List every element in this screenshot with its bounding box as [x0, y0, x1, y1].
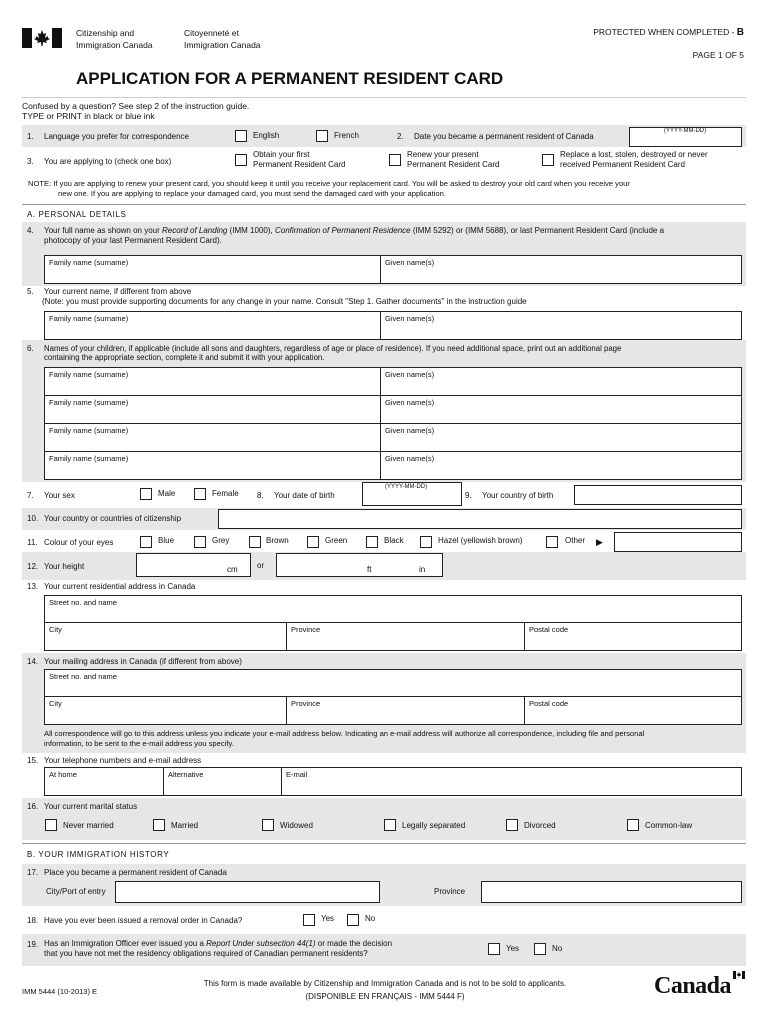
in-unit: in	[419, 565, 426, 574]
replace-checkbox[interactable]	[542, 154, 554, 166]
flag-logo	[22, 28, 62, 48]
child4-family-name-input[interactable]: Family name (surname)	[44, 451, 381, 480]
eye-green-label: Green	[325, 536, 348, 545]
english-label: English	[253, 131, 280, 140]
legally-separated-checkbox[interactable]	[384, 819, 396, 831]
child2-family-name-input[interactable]: Family name (surname)	[44, 395, 381, 424]
female-label: Female	[212, 489, 239, 498]
female-checkbox[interactable]	[194, 488, 206, 500]
residency-no-checkbox[interactable]	[534, 943, 546, 955]
renew-checkbox[interactable]	[389, 154, 401, 166]
department-name-en: Citizenship and Immigration Canada	[76, 28, 153, 50]
residency-yes-label: Yes	[506, 944, 520, 953]
obtain-first-label: Obtain your first Permanent Resident Card	[253, 150, 346, 169]
removal-yes-checkbox[interactable]	[303, 914, 315, 926]
q8-number: 8.	[257, 491, 264, 500]
q10-label: Your country or countries of citizenship	[44, 514, 182, 523]
country-of-birth-input[interactable]	[574, 485, 742, 505]
eye-black-label: Black	[384, 536, 404, 545]
never-married-checkbox[interactable]	[45, 819, 57, 831]
canada-wordmark: Canada	[654, 973, 732, 999]
q18-number: 18.	[27, 916, 39, 925]
residency-yes-checkbox[interactable]	[488, 943, 500, 955]
q5-given-name-input[interactable]: Given name(s)	[380, 311, 742, 340]
arrow-right-icon: ▶	[596, 537, 603, 547]
french-label: French	[334, 131, 359, 140]
protected-label: PROTECTED WHEN COMPLETED - B	[593, 27, 744, 38]
married-label: Married	[171, 821, 199, 830]
eye-other-label: Other	[565, 536, 586, 545]
q13-number: 13.	[27, 582, 39, 591]
phone-alternative-input[interactable]: Alternative	[163, 767, 282, 796]
q14-number: 14.	[27, 657, 39, 666]
divorced-checkbox[interactable]	[506, 819, 518, 831]
eye-hazel-label: Hazel (yellowish brown)	[438, 536, 523, 545]
q7-label: Your sex	[44, 491, 75, 500]
q15-number: 15.	[27, 756, 39, 765]
height-cm-input[interactable]	[136, 553, 251, 577]
q17-number: 17.	[27, 868, 39, 877]
ft-unit: ft	[367, 565, 372, 574]
email-input[interactable]: E-mail	[281, 767, 742, 796]
q4-number: 4.	[27, 226, 34, 235]
section-a-heading: A. PERSONAL DETAILS	[27, 210, 127, 219]
removal-yes-label: Yes	[321, 914, 335, 923]
q8-label: Your date of birth	[274, 491, 335, 500]
divorced-label: Divorced	[524, 821, 556, 830]
eye-brown-label: Brown	[266, 536, 289, 545]
male-label: Male	[158, 489, 176, 498]
pr-date-input[interactable]	[629, 127, 742, 147]
male-checkbox[interactable]	[140, 488, 152, 500]
eye-other-checkbox[interactable]	[546, 536, 558, 548]
legally-separated-label: Legally separated	[402, 821, 466, 830]
eye-blue-checkbox[interactable]	[140, 536, 152, 548]
q10-number: 10.	[27, 514, 39, 523]
replace-label: Replace a lost, stolen, destroyed or never received Permanent Resident Card	[560, 150, 708, 169]
q1-number: 1.	[27, 132, 34, 141]
q3-label: You are applying to (check one box)	[44, 157, 172, 166]
citizenship-input[interactable]	[218, 509, 742, 529]
q4-label: Your full name as shown on your Record of Landing (IMM 1000), Confirmation of Permanent Residence (IMM 5292) or (IMM 5688), or last Permanent Resident Card (include a photocopy of your last Permanent Resident Card).	[44, 226, 665, 245]
q18-label: Have you ever been issued a removal order in Canada?	[44, 916, 243, 925]
q6-label: Names of your children, if applicable (include all sons and daughters, regardless of age or place of residence). If you need additional space, print out an additional page containing the appropriate section, complete it and submit it with your application.	[44, 344, 622, 362]
date-format-hint: (YYYY-MM-DD)	[664, 128, 707, 134]
q19-label: Has an Immigration Officer ever issued you a Report Under subsection 44(1) or made the decision that you have not met the residency obligations required of Canadian permanent residents?	[44, 939, 393, 958]
renew-label: Renew your present Permanent Resident Card	[407, 150, 500, 169]
entry-province-label: Province	[434, 887, 466, 896]
eye-hazel-checkbox[interactable]	[420, 536, 432, 548]
widowed-checkbox[interactable]	[262, 819, 274, 831]
residential-postal-code-input[interactable]: Postal code	[524, 622, 742, 651]
divider	[22, 843, 746, 844]
q13-label: Your current residential address in Canada	[44, 582, 196, 591]
obtain-first-checkbox[interactable]	[235, 154, 247, 166]
eye-other-input[interactable]	[614, 532, 742, 552]
child1-family-name-input[interactable]: Family name (surname)	[44, 367, 381, 396]
birth-date-input[interactable]	[362, 482, 462, 506]
form-id: IMM 5444 (10-2013) E	[22, 987, 98, 996]
q7-number: 7.	[27, 491, 34, 500]
q6-number: 6.	[27, 344, 34, 353]
mailing-postal-code-input[interactable]: Postal code	[524, 696, 742, 725]
page-number: PAGE 1 OF 5	[692, 50, 744, 60]
renewal-note: NOTE: If you are applying to renew your present card, you should keep it until you receive your replacement card. You will be asked to destroy your old card when you receive your new one. If you are applying to replace your damaged card, you must send the damaged card with your application.	[28, 179, 630, 198]
eye-grey-label: Grey	[212, 536, 230, 545]
q2-label: Date you became a permanent resident of Canada	[414, 132, 594, 141]
mailing-street-input[interactable]: Street no. and name	[44, 669, 742, 697]
q16-label: Your current marital status	[44, 802, 138, 811]
residency-no-label: No	[552, 944, 563, 953]
french-checkbox[interactable]	[316, 130, 328, 142]
child1-given-name-input[interactable]: Given name(s)	[380, 367, 742, 396]
q5-number: 5.	[27, 287, 34, 296]
child3-given-name-input[interactable]: Given name(s)	[380, 423, 742, 452]
height-ft-in-input[interactable]	[276, 553, 443, 577]
instructions: Confused by a question? See step 2 of the instruction guide. TYPE or PRINT in black or blue ink	[22, 101, 250, 121]
q17-label: Place you became a permanent resident of Canada	[44, 868, 227, 877]
eye-brown-checkbox[interactable]	[249, 536, 261, 548]
wordmark-flag-icon	[733, 971, 745, 981]
removal-no-checkbox[interactable]	[347, 914, 359, 926]
department-name-fr: Citoyenneté et Immigration Canada	[184, 28, 261, 50]
residential-street-input[interactable]: Street no. and name	[44, 595, 742, 623]
phone-home-input[interactable]: At home	[44, 767, 164, 796]
q3-number: 3.	[27, 157, 34, 166]
q12-label: Your height	[44, 562, 85, 571]
email-authorization-note: All correspondence will go to this address unless you indicate your e-mail address below. Indicating an e-mail address will authorize all correspondence, including file and personal information, to be sent to the e-mail address you specify.	[44, 729, 645, 748]
mailing-province-input[interactable]: Province	[286, 696, 525, 725]
q5-label: Your current name, if different from above (Note: you must provide supporting documents for any change in your name. Consult "Step 1. Gather documents" in the instruction guide	[42, 287, 527, 306]
eye-grey-checkbox[interactable]	[194, 536, 206, 548]
q5-family-name-input[interactable]: Family name (surname)	[44, 311, 381, 340]
section-b-heading: B. YOUR IMMIGRATION HISTORY	[27, 850, 170, 859]
never-married-label: Never married	[63, 821, 114, 830]
eye-black-checkbox[interactable]	[366, 536, 378, 548]
city-port-label: City/Port of entry	[46, 887, 106, 896]
common-law-checkbox[interactable]	[627, 819, 639, 831]
q14-label: Your mailing address in Canada (if different from above)	[44, 657, 242, 666]
divider	[22, 97, 746, 98]
eye-blue-label: Blue	[158, 536, 175, 545]
q9-label: Your country of birth	[482, 491, 554, 500]
residential-province-input[interactable]: Province	[286, 622, 525, 651]
common-law-label: Common-law	[645, 821, 693, 830]
married-checkbox[interactable]	[153, 819, 165, 831]
child4-given-name-input[interactable]: Given name(s)	[380, 451, 742, 480]
q15-label: Your telephone numbers and e-mail address	[44, 756, 202, 765]
q11-number: 11.	[27, 538, 38, 547]
widowed-label: Widowed	[280, 821, 313, 830]
child2-given-name-input[interactable]: Given name(s)	[380, 395, 742, 424]
eye-green-checkbox[interactable]	[307, 536, 319, 548]
q1-label: Language you prefer for correspondence	[44, 132, 189, 141]
removal-no-label: No	[365, 914, 376, 923]
divider	[22, 204, 746, 205]
q19-number: 19.	[27, 940, 39, 949]
q16-number: 16.	[27, 802, 39, 811]
cm-unit: cm	[227, 565, 238, 574]
city-port-input[interactable]	[115, 881, 380, 903]
mailing-city-input[interactable]: City	[44, 696, 287, 725]
q2-number: 2.	[397, 132, 404, 141]
q4-family-name-input[interactable]: Family name (surname)	[44, 255, 381, 284]
q4-given-name-input[interactable]: Given name(s)	[380, 255, 742, 284]
q12-number: 12.	[27, 562, 39, 571]
page-title: APPLICATION FOR A PERMANENT RESIDENT CARD	[76, 69, 504, 88]
availability-note: This form is made available by Citizenship and Immigration Canada and is not to be sold to applicants. (DISPONIBLE EN FRANÇAIS - IMM 5444 F)	[203, 979, 567, 1001]
residential-city-input[interactable]: City	[44, 622, 287, 651]
child3-family-name-input[interactable]: Family name (surname)	[44, 423, 381, 452]
q9-number: 9.	[465, 491, 472, 500]
q11-label: Colour of your eyes	[44, 538, 114, 547]
english-checkbox[interactable]	[235, 130, 247, 142]
or-label: or	[257, 561, 265, 570]
entry-province-input[interactable]	[481, 881, 742, 903]
date-format-hint: (YYYY-MM-DD)	[385, 484, 428, 490]
